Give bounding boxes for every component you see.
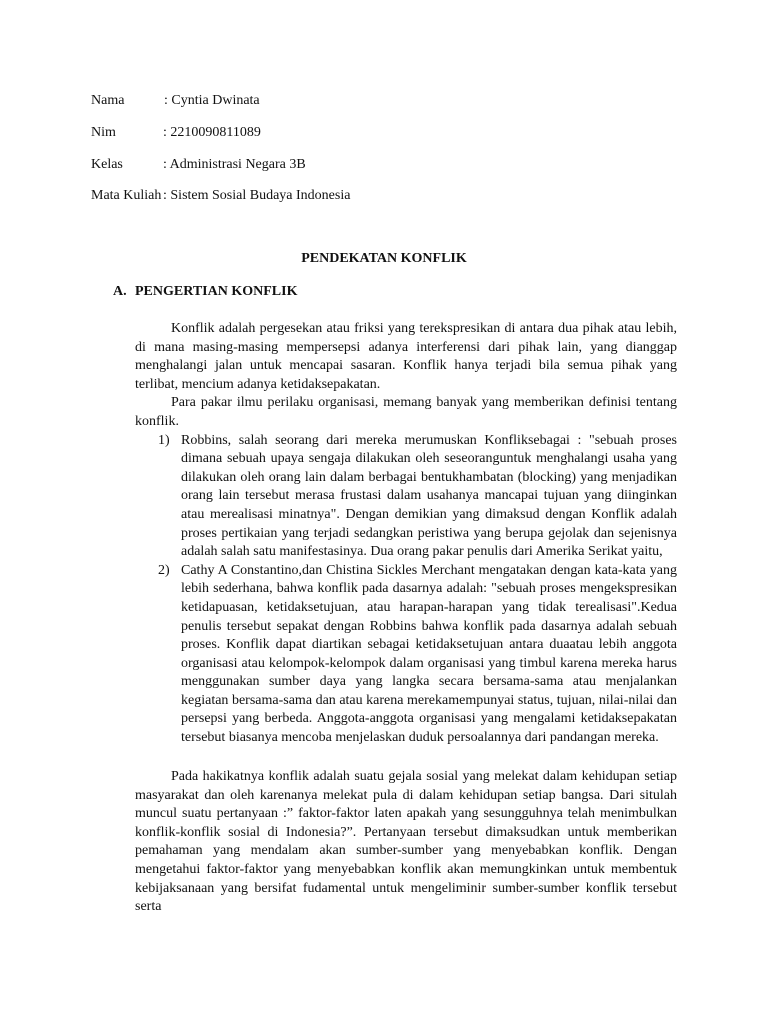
definition-list [135,432,677,748]
info-row-mata-kuliah [91,187,351,205]
list-item-number: 2) [158,562,170,578]
info-row-nama [91,92,260,110]
nim-label: Nim [91,125,116,140]
document-title: PENDEKATAN KONFLIK [301,251,467,266]
list-item-text: Cathy A Constantino,dan Chistina Sickles Merchant mengatakan dengan kata-kata yang lebih sederhana, bahwa konflik pada dasarnya adalah: "sebuah proses mengekspresikan ketidapuasan, ketidaksetujuan, atau harapan-harapan yang tidak terealisasi".Kedua penulis tersebut sepakat dengan Robbins bahwa konflik pada dasarnya adalah sebuah proses. Konflik dapat diartikan sebagai ketidaksetujuan antara duaatau lebih anggota organisasi atau kelompok-kelompok dalam organisasi yang timbul karena mereka harus menggunakan sumber daya yang langka secara bersama-sama atau menjalankan kegiatan bersama-sama dan atau karena merekamempunyai status, tujuan, nilai-nilai dan persepsi yang berbeda. Anggota-anggota organisasi yang mengalami ketidaksepakatan tersebut biasanya mencoba menjelaskan duduk persoalannya dari pandangan mereka. [181,562,677,746]
section-heading-a [113,283,297,301]
paragraph-hakikat-konflik: Pada hakikatnya konflik adalah suatu gejala sosial yang melekat dalam kehidupan setiap masyarakat dan oleh karenanya melekat pula di dalam kehidupan setiap bangsa. Dari situlah muncul suatu pertanyaan :” faktor-faktor laten apakah yang sesungguhnya telah menimbulkan konflik-konflik sosial di Indonesia?”. Pertanyaan tersebut dimaksudkan untuk memberikan pemahaman yang mendalam akan sumber-sumber yang menyebabkan konflik. Dengan mengetahui faktor-faktor yang menyebabkan konflik akan memungkinkan untuk membentuk kebijaksanaan yang bersifat fudamental untuk mengeliminir sumber-sumber konflik tersebut serta [135,769,677,915]
list-item-text: Robbins, salah seorang dari mereka merumuskan Konfliksebagai : "sebuah proses dimana sebuah upaya sengaja dilakukan oleh seseoranguntuk menghalangi usaha yang dilakukan oleh orang lain dalam berbagai bentukhambatan (blocking) yang menjadikan orang lain tersebut merasa frustasi dalam usahanya mancapai tujuan yang diinginkan atau merealisasi minatnya". Dengan demikian yang dimaksud dengan Konflik adalah proses pertikaian yang terjadi sedangkan peristiwa yang berupa gejolak dan sejenisnya adalah salah satu manifestasinya. Dua orang pakar penulis dari Amerika Serikat yaitu, [181,432,677,560]
list-item-number: 1) [158,432,170,448]
kelas-value: : Administrasi Negara 3B [163,157,306,172]
nama-value: : Cyntia Dwinata [164,93,260,108]
nim-value: : 2210090811089 [163,125,261,140]
kelas-label: Kelas [91,157,123,172]
section-letter: A. [113,284,127,299]
mata-kuliah-value: : Sistem Sosial Budaya Indonesia [163,188,351,203]
nama-label: Nama [91,93,125,108]
list-item [135,562,677,748]
info-row-kelas [91,156,306,174]
paragraph-experts-intro: Para pakar ilmu perilaku organisasi, memang banyak yang memberikan definisi tentang konflik. [135,395,677,429]
info-row-nim [91,124,261,142]
list-item [135,432,677,562]
paragraph-definition: Konflik adalah pergesekan atau friksi yang terekspresikan di antara dua pihak atau lebih, di mana masing-masing mempersepsi adanya interferensi dari pihak lain, yang dianggap menghalangi jalan untuk mencapai sasaran. Konflik hanya terjadi bila semua pihak yang terlibat, mencium adanya ketidaksepakatan. [135,321,677,392]
mata-kuliah-label: Mata Kuliah [91,188,162,203]
section-title: PENGERTIAN KONFLIK [135,284,298,299]
body-closing [135,768,677,917]
body-section-a [135,320,677,748]
